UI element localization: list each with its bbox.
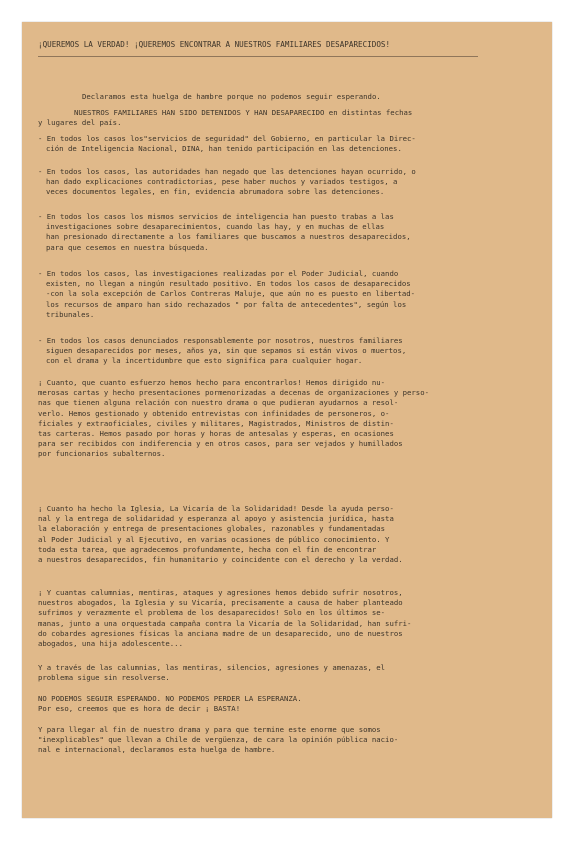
paragraph-line: siguen desaparecidos por meses, años ya, sin que sepamos si están vivos o muertos,	[46, 346, 407, 356]
paragraph-line: para ser recibidos con indiferencia y en otros casos, para ser vejados y humillados	[38, 439, 403, 449]
paragraph	[38, 504, 498, 565]
paragraph-line: - En todos los casos los"servicios de seguridad" del Gobierno, en particular la Direc-	[38, 134, 416, 143]
paragraph-line: investigaciones sobre desaparecimientos, cuando las hay, y en muchas de ellas	[46, 222, 385, 232]
paragraph-line: han dado explicaciones contradictorias, pese haber muchos y variados testigos, a	[46, 177, 398, 187]
paragraph-line: tas carteras. Hemos pasado por horas y horas de antesalas y esperas, en ocasiones	[38, 429, 394, 439]
paragraph	[38, 269, 498, 320]
paragraph-line: merosas cartas y hecho presentaciones pormenorizadas a decenas de organizaciones y perso-	[38, 388, 429, 398]
paragraph	[38, 663, 498, 683]
paragraph	[38, 694, 498, 714]
paragraph-line: NO PODEMOS SEGUIR ESPERANDO. NO PODEMOS PERDER LA ESPERANZA.	[38, 694, 302, 703]
paragraph-line: problema sigue sin resolverse.	[38, 673, 170, 683]
paragraph-line: "inexplicables" que llevan a Chile de vergüenza, de cara la opinión pública nacio-	[38, 735, 399, 745]
paragraph-line: veces documentos legales, en fin, evidencia abrumadora sobre las detenciones.	[46, 187, 385, 197]
paragraph-line: do cobardes agresiones físicas la anciana madre de un desaparecido, uno de nuestros	[38, 628, 403, 638]
paragraph	[38, 725, 498, 756]
paragraph-line: verlo. Hemos gestionado y obtenido entrevistas con infinidades de personeros, o-	[38, 408, 390, 418]
paragraph-line: manas, junto a una orquestada campaña contra la Vicaría de la Solidaridad, han sufri-	[38, 618, 412, 628]
paragraph-line: -con la sola excepción de Carlos Contreras Maluje, que aún no es puesto en libertad-	[46, 289, 416, 299]
paragraph-line: para que cesemos en nuestra búsqueda.	[46, 242, 209, 252]
paragraph-line: ¡ Y cuantas calumnias, mentiras, ataques y agresiones hemos debido sufrir nosotros,	[38, 588, 403, 597]
paragraph-line: tribunales.	[46, 309, 95, 319]
paragraph-line: por funcionarios subalternos.	[38, 449, 166, 459]
paragraph-line: sufrimos y verazmente el problema de los desaparecidos! Solo en los últimos se-	[38, 608, 386, 618]
title-underline	[38, 56, 478, 57]
heading-block	[38, 108, 498, 128]
paragraph-line: con el drama y la incertidumbre que esto significa para cualquier hogar.	[46, 356, 363, 366]
paragraph-line: - En todos los casos denunciados responsablemente por nosotros, nuestros familiares	[38, 336, 403, 345]
intro-line: Declaramos esta huelga de hambre porque no podemos seguir esperando.	[82, 92, 381, 101]
paragraph-line: ción de Inteligencia Nacional, DINA, han tenido participación en las detenciones.	[46, 144, 402, 154]
paragraph-line: ¡ Cuanto ha hecho la Iglesia, La Vicaría de la Solidaridad! Desde la ayuda perso-	[38, 504, 394, 513]
paragraph	[38, 167, 498, 198]
paragraph-line: existen, no llegan a ningún resultado positivo. En todos los casos de desaparecidos	[46, 279, 411, 289]
heading-line: y lugares del país.	[38, 118, 122, 128]
paragraph-line: los recursos de amparo han sido rechazados " por falta de antecedentes", según los	[46, 299, 407, 309]
paragraph	[38, 336, 498, 367]
paragraph-line: toda esta tarea, que agradecemos profundamente, hecha con el fin de encontrar	[38, 544, 377, 554]
heading-line: NUESTROS FAMILIARES HAN SIDO DETENIDOS Y HAN DESAPARECIDO en distintas fechas	[74, 108, 413, 117]
paragraph	[38, 134, 498, 154]
paragraph	[38, 588, 498, 649]
paragraph-line: Y a través de las calumnias, las mentiras, silencios, agresiones y amenazas, el	[38, 663, 386, 672]
paragraph-line: abogados, una hija adolescente...	[38, 639, 183, 649]
paragraph-line: ficiales y extraoficiales, civiles y militares, Magistrados, Ministros de distin-	[38, 418, 394, 428]
document-title: ¡QUEREMOS LA VERDAD! ¡QUEREMOS ENCONTRAR A NUESTROS FAMILIARES DESAPARECIDOS!	[38, 40, 391, 49]
paragraph-line: ¡ Cuanto, que cuanto esfuerzo hemos hecho para encontrarlos! Hemos dirigido nu-	[38, 378, 386, 387]
paragraph-line: Por eso, creemos que es hora de decir ¡ BASTA!	[38, 704, 241, 714]
paragraph-line: - En todos los casos, las investigaciones realizadas por el Poder Judicial, cuando	[38, 269, 399, 278]
paragraph-line: la elaboración y entrega de presentaciones globales, razonables y fundamentadas	[38, 524, 386, 534]
paragraph	[38, 378, 498, 460]
paragraph	[38, 212, 498, 253]
paragraph-line: nal y la entrega de solidaridad y esperanza al apoyo y asistencia jurídica, hasta	[38, 514, 394, 524]
paragraph-line: - En todos los casos, las autoridades han negado que las detenciones hayan ocurrido, o	[38, 167, 416, 176]
paragraph-line: han presionado directamente a los familiares que buscamos a nuestros desaparecidos,	[46, 232, 411, 242]
paragraph-line: Y para llegar al fin de nuestro drama y para que termine este enorme que somos	[38, 725, 381, 734]
paragraph-line: nas que tienen alguna relación con nuestro drama o que pudieran ayudarnos a resol-	[38, 398, 399, 408]
paragraph-line: - En todos los casos los mismos servicios de inteligencia han puesto trabas a las	[38, 212, 394, 221]
paragraph-line: nal e internacional, declaramos esta huelga de hambre.	[38, 745, 276, 755]
paragraph-line: a nuestros desaparecidos, fin humanitario y coincidente con el derecho y la verdad.	[38, 555, 403, 565]
paragraph-line: nuestros abogados, la Iglesia y su Vicaría, precisamente a causa de haber planteado	[38, 598, 403, 608]
paragraph-line: al Poder Judicial y al Ejecutivo, en varias ocasiones de público conocimiento. Y	[38, 534, 390, 544]
